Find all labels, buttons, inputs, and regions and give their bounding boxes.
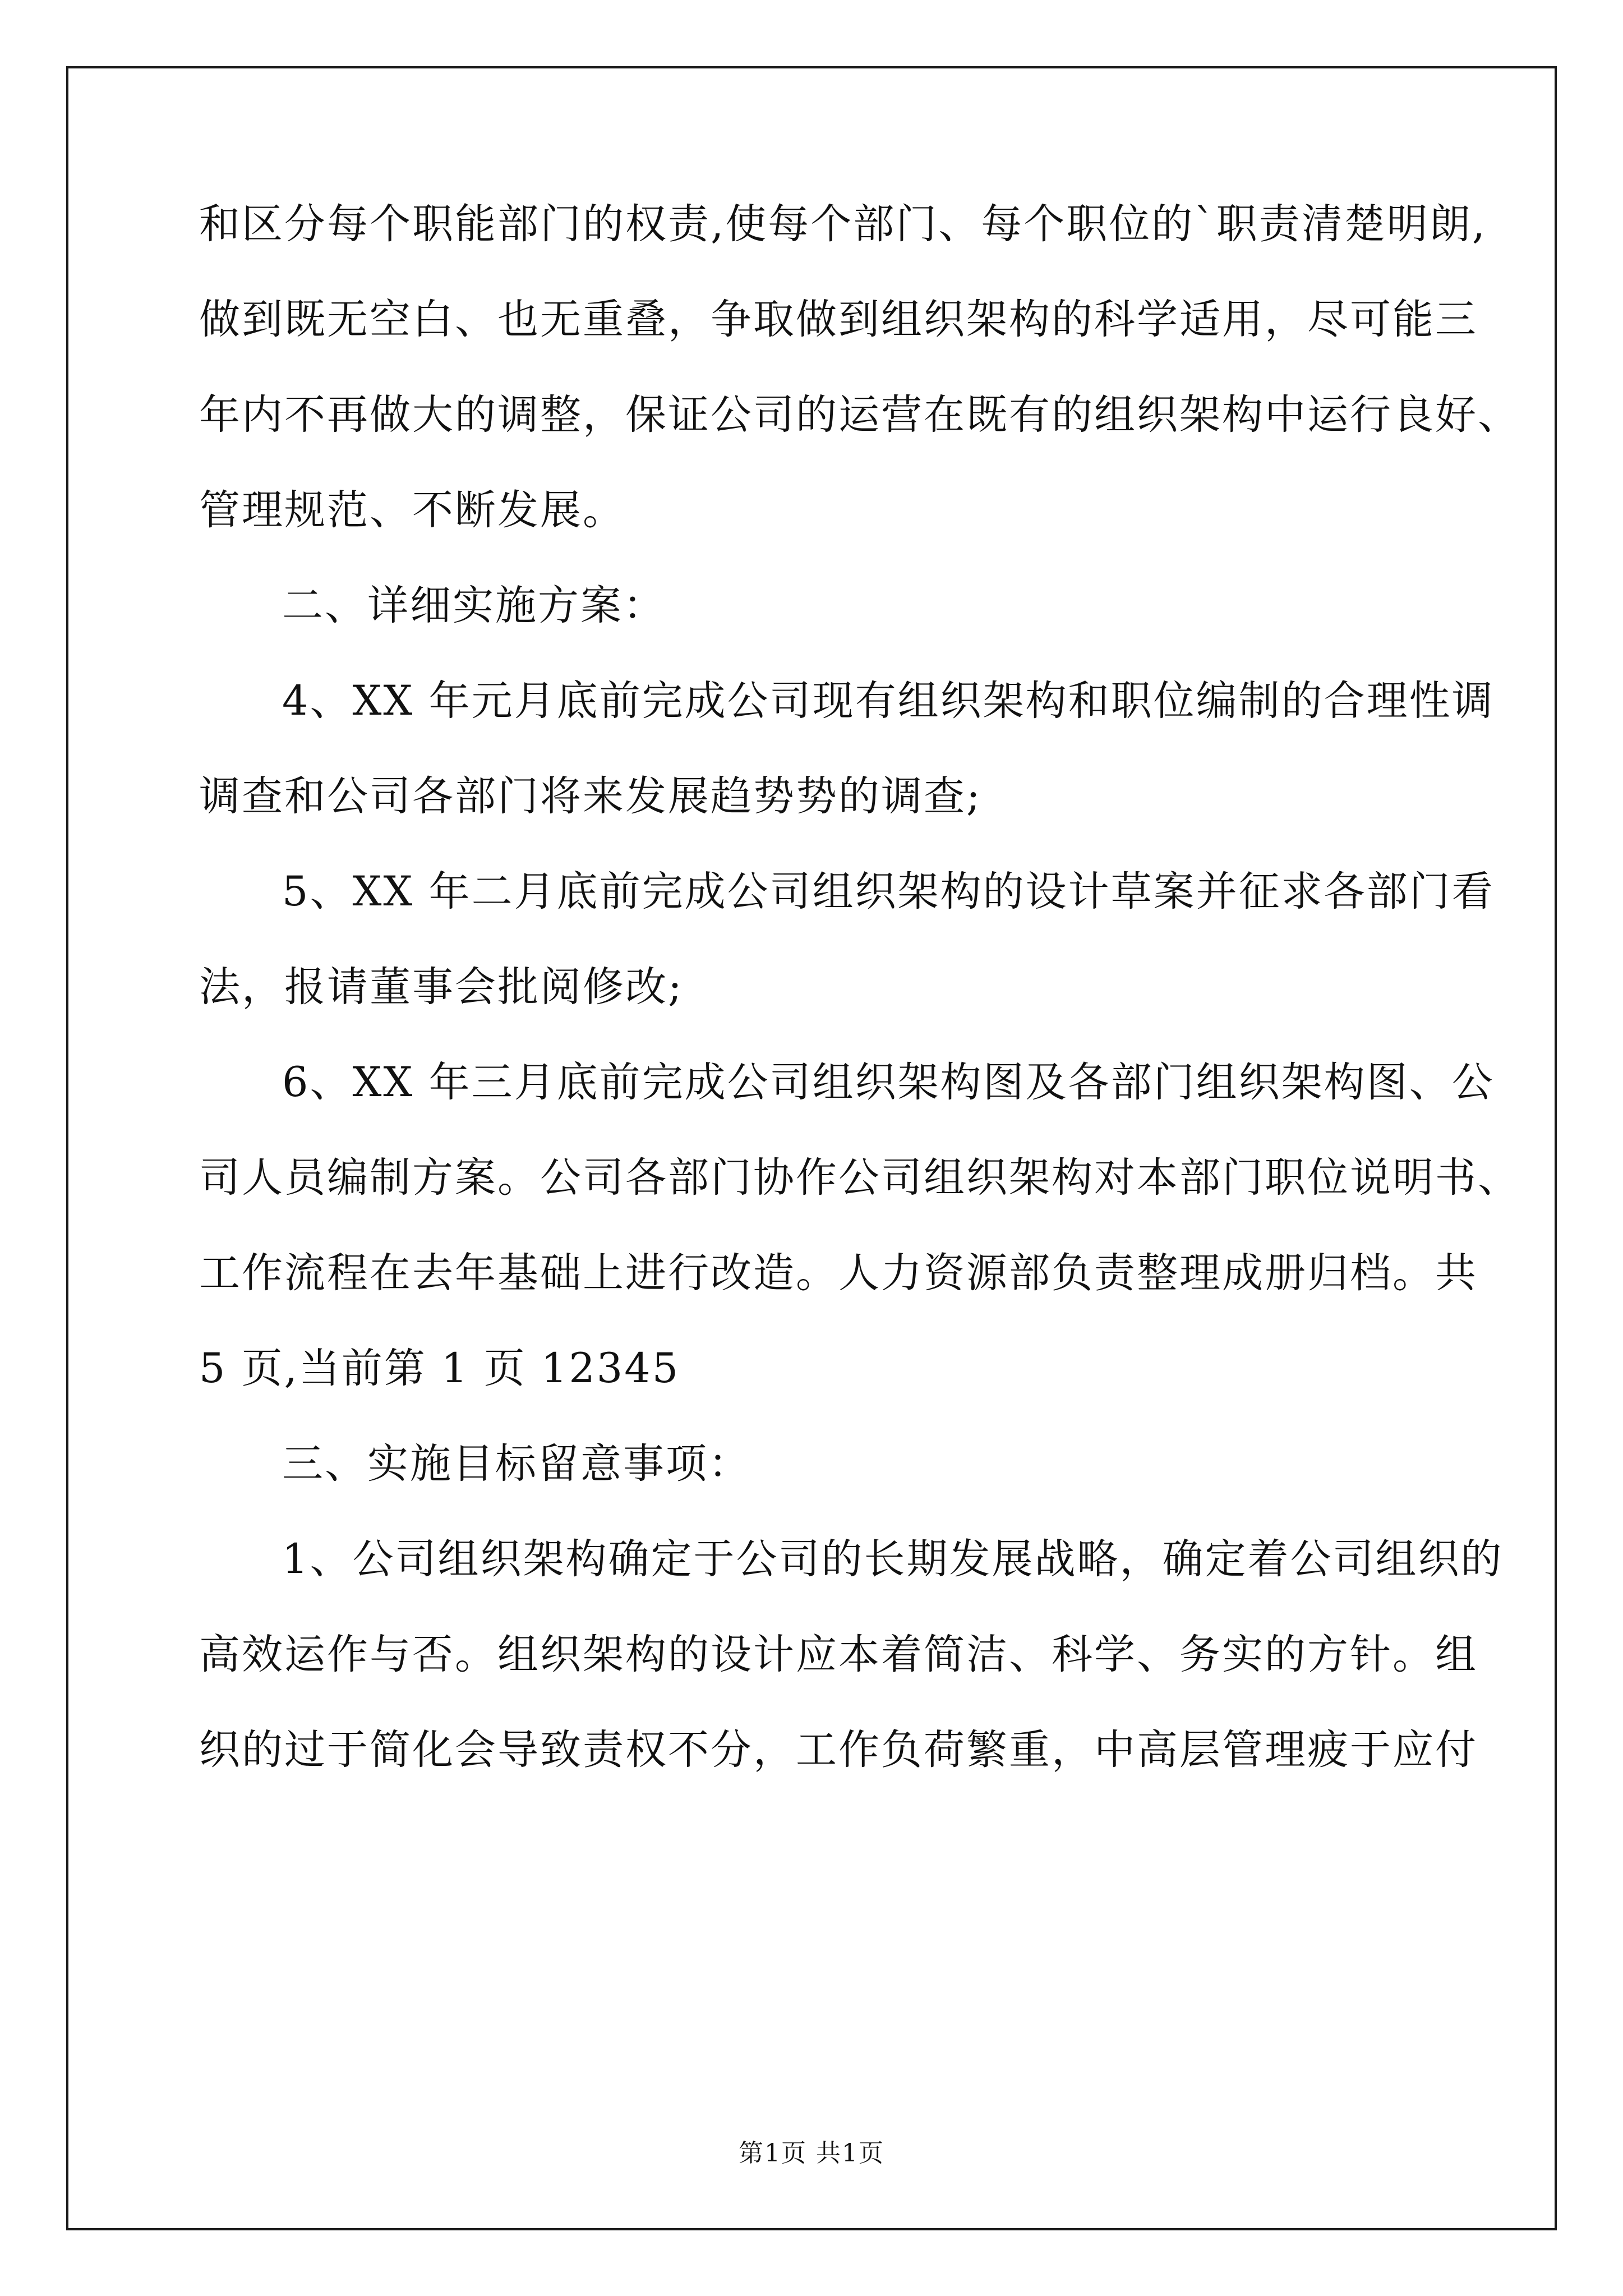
page-footer: 第1页 共1页 — [739, 2139, 884, 2168]
text-line-3: 年内不再做大的调整，保证公司的运营在既有的组织架构中运行良好、 — [199, 391, 1520, 439]
text-line-4: 管理规范、不断发展。 — [199, 486, 625, 534]
text-line-7: 调查和公司各部门将来发展趋势势的调查; — [199, 772, 982, 820]
text-line-11: 司人员编制方案。公司各部门协作公司组织架构对本部门职位说明书、 — [199, 1154, 1520, 1202]
text-line-6: 4、XX 年元月底前完成公司现有组织架构和职位编制的合理性调 — [282, 677, 1495, 725]
text-line-9: 法，报请董事会批阅修改; — [199, 963, 684, 1011]
text-line-2: 做到既无空白、也无重叠，争取做到组织架构的科学适用，尽可能三 — [199, 296, 1478, 343]
text-line-16: 高效运作与否。组织架构的设计应本着简洁、科学、务实的方针。组 — [199, 1631, 1478, 1678]
text-line-12: 工作流程在去年基础上进行改造。人力资源部负责整理成册归档。共 — [199, 1249, 1478, 1297]
text-line-15: 1、公司组织架构确定于公司的长期发展战略，确定着公司组织的 — [282, 1535, 1504, 1583]
section-heading-2: 二、详细实施方案： — [282, 582, 666, 629]
text-line-17: 织的过于简化会导致责权不分，工作负荷繁重，中高层管理疲于应付 — [199, 1726, 1478, 1774]
text-line-13: 5 页,当前第 1 页 12345 — [199, 1345, 680, 1392]
text-line-8: 5、XX 年二月底前完成公司组织架构的设计草案并征求各部门看 — [282, 868, 1495, 915]
section-heading-3: 三、实施目标留意事项： — [282, 1440, 751, 1488]
text-line-10: 6、XX 年三月底前完成公司组织架构图及各部门组织架构图、公 — [282, 1059, 1495, 1106]
text-line-1: 和区分每个职能部门的权责,使每个部门、每个职位的`职责清楚明朗, — [199, 200, 1487, 248]
